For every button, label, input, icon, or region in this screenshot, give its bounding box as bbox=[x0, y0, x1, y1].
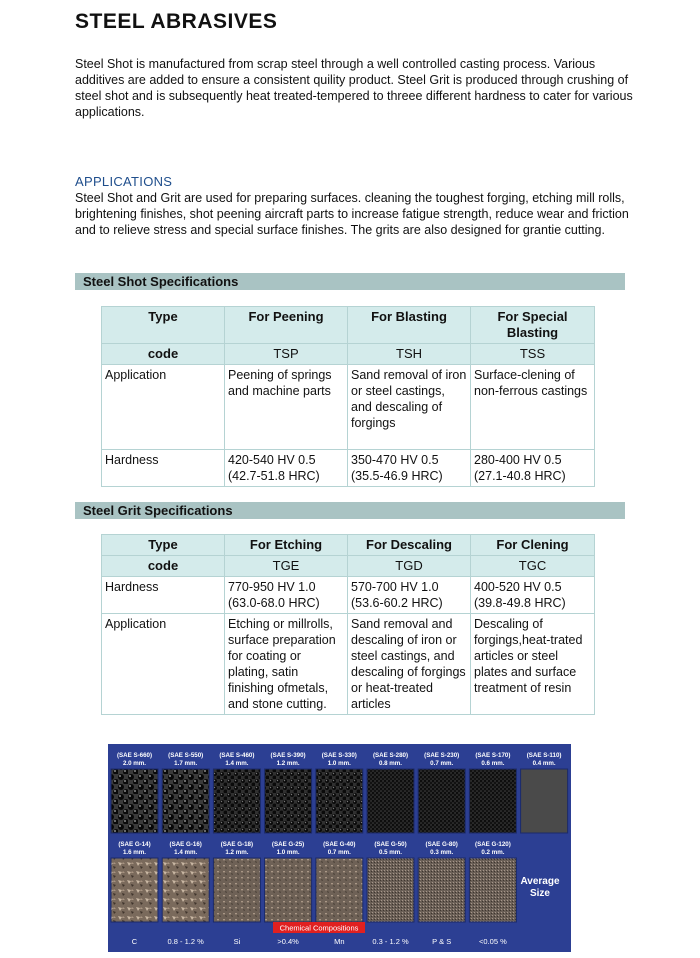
table-cell: Peening of springs and machine parts bbox=[225, 365, 348, 450]
table-cell: Sand removal and descaling of iron or steel castings, and descaling of forgings or heat-treated articles bbox=[348, 614, 471, 715]
average-size-label: Average bbox=[520, 876, 560, 887]
table-cell: Etching or millrolls, surface preparation for coating or plating, satin finishing ofmetals, and stone cutting. bbox=[225, 614, 348, 715]
table-cell: Application bbox=[102, 614, 225, 715]
shot-size-mm: 1.2 mm. bbox=[276, 760, 300, 767]
chemistry-value: 0.3 - 1.2 % bbox=[372, 937, 409, 946]
grit-code-tgc: TGC bbox=[471, 556, 595, 577]
chemistry-value: 0.8 - 1.2 % bbox=[167, 937, 204, 946]
grit-header-etching: For Etching bbox=[225, 535, 348, 556]
table-cell: Hardness bbox=[102, 577, 225, 614]
shot-header-blasting: For Blasting bbox=[348, 307, 471, 344]
grit-hardness-row bbox=[102, 577, 595, 614]
table-cell: Surface-clening of non-ferrous castings bbox=[471, 365, 595, 450]
shot-sample-swatch bbox=[213, 769, 260, 833]
shot-sample-swatch bbox=[162, 769, 209, 833]
table-cell: 350-470 HV 0.5 (35.5-46.9 HRC) bbox=[348, 450, 471, 487]
grit-size-mm: 1.2 mm. bbox=[225, 849, 249, 856]
shot-size-mm: 1.4 mm. bbox=[225, 760, 249, 767]
shot-header-row bbox=[102, 307, 595, 344]
table-cell: 420-540 HV 0.5 (42.7-51.8 HRC) bbox=[225, 450, 348, 487]
grit-size-mm: 1.6 mm. bbox=[122, 849, 147, 856]
grit-sample-swatch bbox=[265, 858, 312, 922]
shot-size-code: (SAE S-660) bbox=[116, 752, 153, 759]
shot-size-mm: 1.0 mm. bbox=[327, 760, 351, 767]
shot-size-mm: 0.6 mm. bbox=[481, 760, 505, 767]
table-cell: 770-950 HV 1.0 (63.0-68.0 HRC) bbox=[225, 577, 348, 614]
grit-size-code: (SAE G-25) bbox=[271, 841, 305, 848]
chemistry-value: Si bbox=[233, 937, 241, 946]
shot-size-code: (SAE S-460) bbox=[219, 752, 255, 759]
grit-size-mm: 0.5 mm. bbox=[378, 849, 403, 856]
shot-sample-swatch bbox=[265, 769, 312, 833]
grit-code-row bbox=[102, 556, 595, 577]
grit-size-mm: 0.2 mm. bbox=[481, 849, 505, 856]
table-cell: 280-400 HV 0.5 (27.1-40.8 HRC) bbox=[471, 450, 595, 487]
table-cell: Descaling of forgings,heat-trated articles or steel plates and surface treatment of resin bbox=[471, 614, 595, 715]
grit-size-mm: 0.7 mm. bbox=[327, 849, 351, 856]
chemistry-value: <0.05 % bbox=[479, 937, 507, 946]
grit-code-tgd: TGD bbox=[348, 556, 471, 577]
grit-code-tge: TGE bbox=[225, 556, 348, 577]
chemistry-value: C bbox=[131, 937, 138, 946]
shot-code-tss: TSS bbox=[471, 344, 595, 365]
shot-header-special: For Special Blasting bbox=[471, 307, 595, 344]
shot-hardness-row bbox=[102, 450, 595, 487]
shot-header-type: Type bbox=[102, 307, 225, 344]
grit-sample-swatch bbox=[162, 858, 209, 922]
grit-size-code: (SAE G-16) bbox=[169, 841, 202, 848]
shot-code-tsp: TSP bbox=[225, 344, 348, 365]
shot-size-mm: 0.7 mm. bbox=[430, 760, 454, 767]
shot-size-code: (SAE S-170) bbox=[475, 752, 511, 759]
grit-size-code: (SAE G-14) bbox=[118, 841, 151, 848]
shot-header-peening: For Peening bbox=[225, 307, 348, 344]
shot-sample-swatch bbox=[521, 769, 568, 833]
chemical-compositions-label: Chemical Compositions bbox=[279, 923, 359, 933]
grit-size-code: (SAE G-40) bbox=[323, 841, 356, 848]
shot-code-row bbox=[102, 344, 595, 365]
grit-header-row bbox=[102, 535, 595, 556]
shot-application-row bbox=[102, 365, 595, 450]
grit-sample-swatch bbox=[469, 858, 516, 922]
grit-code-label: code bbox=[102, 556, 225, 577]
chemistry-value: >0.4% bbox=[277, 937, 299, 946]
grit-sample-swatch bbox=[418, 858, 465, 922]
table-cell: 400-520 HV 0.5 (39.8-49.8 HRC) bbox=[471, 577, 595, 614]
shot-size-mm: 2.0 mm. bbox=[122, 760, 147, 767]
shot-size-mm: 0.4 mm. bbox=[532, 760, 556, 767]
grit-size-code: (SAE G-18) bbox=[220, 841, 254, 848]
shot-sample-swatch bbox=[418, 769, 465, 833]
grit-size-mm: 0.3 mm. bbox=[430, 849, 454, 856]
shot-spec-table bbox=[101, 306, 595, 487]
grit-spec-table bbox=[101, 534, 595, 715]
shot-size-code: (SAE S-230) bbox=[424, 752, 460, 759]
shot-size-code: (SAE S-330) bbox=[321, 752, 357, 759]
table-cell: Hardness bbox=[102, 450, 225, 487]
abrasive-size-chart bbox=[108, 744, 571, 952]
table-cell: Sand removal of iron or steel castings, and descaling of forgings bbox=[348, 365, 471, 450]
applications-text: Steel Shot and Grit are used for preparing surfaces. cleaning the toughest forging, etching mill rolls, brightening finishes, shot peening aircraft parts to increase fatigue strength, reduce wear and friction and to relieve stress and special surface finishes. The grits are also designed for grantie cutting. bbox=[75, 191, 629, 237]
grit-size-code: (SAE G-50) bbox=[374, 841, 407, 848]
grit-header-type: Type bbox=[102, 535, 225, 556]
grit-header-clening: For Clening bbox=[471, 535, 595, 556]
grit-size-mm: 1.4 mm. bbox=[174, 849, 198, 856]
shot-size-code: (SAE S-390) bbox=[270, 752, 306, 759]
shot-size-code: (SAE S-110) bbox=[526, 752, 562, 759]
shot-size-mm: 1.7 mm. bbox=[174, 760, 198, 767]
grit-size-code: (SAE G-120) bbox=[475, 841, 511, 848]
grit-sample-swatch bbox=[316, 858, 363, 922]
grit-application-row bbox=[102, 614, 595, 715]
shot-code-label: code bbox=[102, 344, 225, 365]
grit-sample-swatch bbox=[111, 858, 158, 922]
average-size-label: Size bbox=[529, 888, 551, 899]
shot-sample-swatch bbox=[111, 769, 158, 833]
shot-code-tsh: TSH bbox=[348, 344, 471, 365]
shot-sample-swatch bbox=[316, 769, 363, 833]
shot-size-mm: 0.8 mm. bbox=[378, 760, 403, 767]
grit-spec-heading: Steel Grit Specifications bbox=[75, 502, 625, 519]
shot-sample-swatch bbox=[367, 769, 414, 833]
shot-sample-swatch bbox=[469, 769, 516, 833]
shot-spec-heading: Steel Shot Specifications bbox=[75, 273, 625, 290]
chemistry-value: Mn bbox=[334, 937, 345, 946]
grit-sample-swatch bbox=[367, 858, 414, 922]
shot-size-code: (SAE S-550) bbox=[168, 752, 204, 759]
table-cell: Application bbox=[102, 365, 225, 450]
page-title: STEEL ABRASIVES bbox=[75, 10, 278, 33]
grit-sample-swatch bbox=[213, 858, 260, 922]
grit-size-mm: 1.0 mm. bbox=[276, 849, 300, 856]
intro-paragraph: Steel Shot is manufactured from scrap steel through a well controlled casting process. Various additives are added to ensure a consistent quility product. Steel Grit is produced through crushing of steel shot and is subsequently heat treated-tempered to threee different hardness to cater for various applications. bbox=[75, 57, 633, 119]
chemistry-value: P & S bbox=[432, 937, 452, 946]
grit-size-code: (SAE G-80) bbox=[425, 841, 458, 848]
shot-size-code: (SAE S-280) bbox=[372, 752, 409, 759]
table-cell: 570-700 HV 1.0 (53.6-60.2 HRC) bbox=[348, 577, 471, 614]
applications-heading: APPLICATIONS bbox=[75, 174, 173, 189]
grit-header-descaling: For Descaling bbox=[348, 535, 471, 556]
